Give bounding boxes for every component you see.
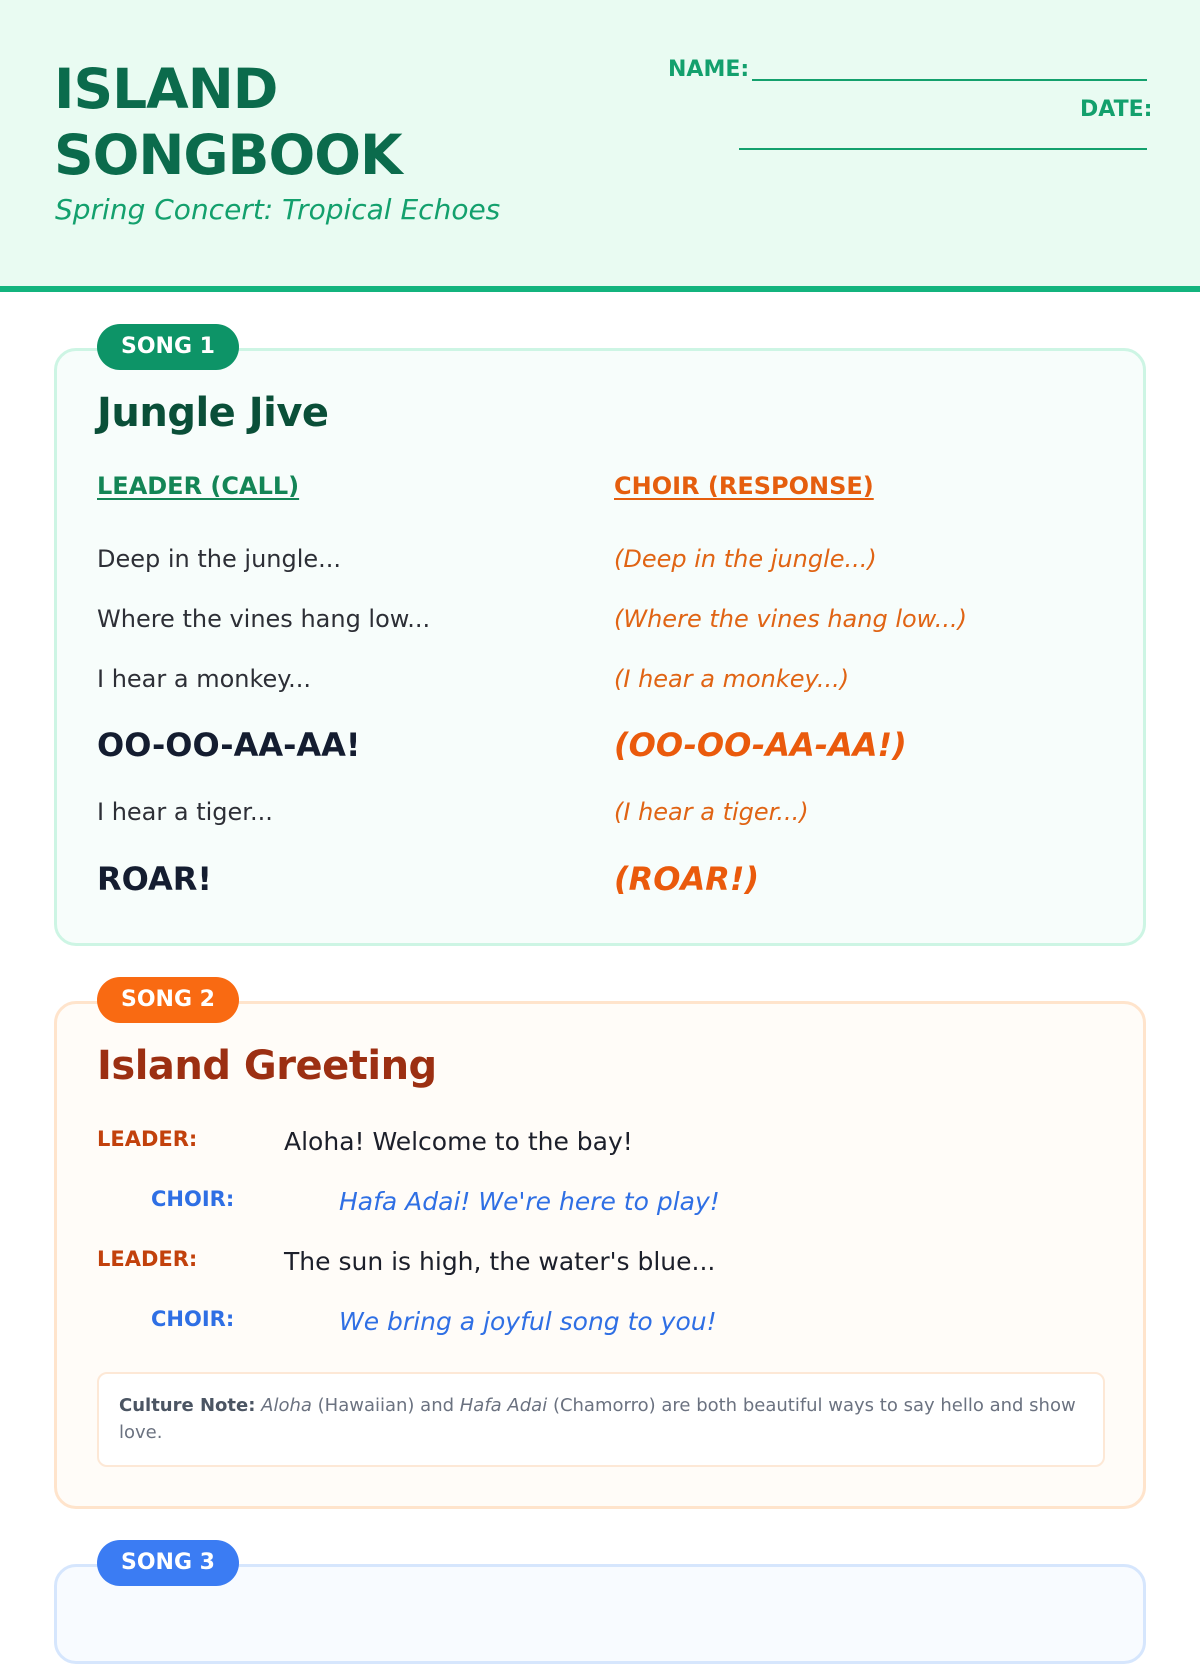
culture-note-label: Culture Note:: [119, 1395, 256, 1416]
response-line: (OO-OO-AA-AA!): [614, 726, 907, 764]
leader-role-label: LEADER:: [97, 1127, 198, 1151]
date-label: DATE:: [1080, 97, 1153, 122]
culture-note-word-hafa-adai: Hafa Adai: [459, 1395, 548, 1416]
call-line: OO-OO-AA-AA!: [97, 726, 361, 764]
choir-line: We bring a joyful song to you!: [339, 1307, 717, 1336]
date-field[interactable]: [739, 124, 1147, 150]
song-2-title: Island Greeting: [97, 1043, 437, 1089]
title-line-1: ISLAND: [54, 57, 278, 121]
title-line-2: SONGBOOK: [54, 123, 402, 187]
choir-response-heading: CHOIR (RESPONSE): [614, 472, 874, 500]
choir-role-label: CHOIR:: [151, 1187, 235, 1211]
leader-role-label: LEADER:: [97, 1247, 198, 1271]
song-1-badge: SONG 1: [97, 324, 239, 370]
song-1-title: Jungle Jive: [97, 390, 329, 436]
page-title: [54, 56, 574, 188]
leader-line: The sun is high, the water's blue...: [284, 1247, 716, 1276]
call-line: Where the vines hang low...: [97, 605, 431, 633]
call-line: I hear a monkey...: [97, 665, 311, 693]
page-subtitle: Spring Concert: Tropical Echoes: [55, 193, 501, 226]
call-line: Deep in the jungle...: [97, 545, 342, 573]
name-label: NAME:: [668, 57, 750, 82]
response-line: (I hear a tiger...): [614, 798, 809, 826]
response-line: (Deep in the jungle...): [614, 545, 877, 573]
culture-note-text: (Hawaiian) and: [317, 1395, 455, 1416]
song-3-badge: SONG 3: [97, 1540, 239, 1586]
response-line: (ROAR!): [614, 860, 760, 898]
culture-note: [97, 1372, 1105, 1467]
call-line: ROAR!: [97, 860, 212, 898]
response-line: (Where the vines hang low...): [614, 605, 968, 633]
leader-line: Aloha! Welcome to the bay!: [284, 1127, 633, 1156]
culture-note-text: (Chamorro) are both beautiful ways to say hello and show love.: [119, 1395, 1076, 1443]
call-line: I hear a tiger...: [97, 798, 273, 826]
response-line: (I hear a monkey...): [614, 665, 850, 693]
choir-role-label: CHOIR:: [151, 1307, 235, 1331]
leader-call-heading: LEADER (CALL): [97, 472, 300, 500]
choir-line: Hafa Adai! We're here to play!: [339, 1187, 720, 1216]
song-1-card: [54, 348, 1146, 946]
song-2-badge: SONG 2: [97, 977, 239, 1023]
culture-note-word-aloha: Aloha: [261, 1395, 312, 1416]
name-field[interactable]: [752, 55, 1147, 81]
